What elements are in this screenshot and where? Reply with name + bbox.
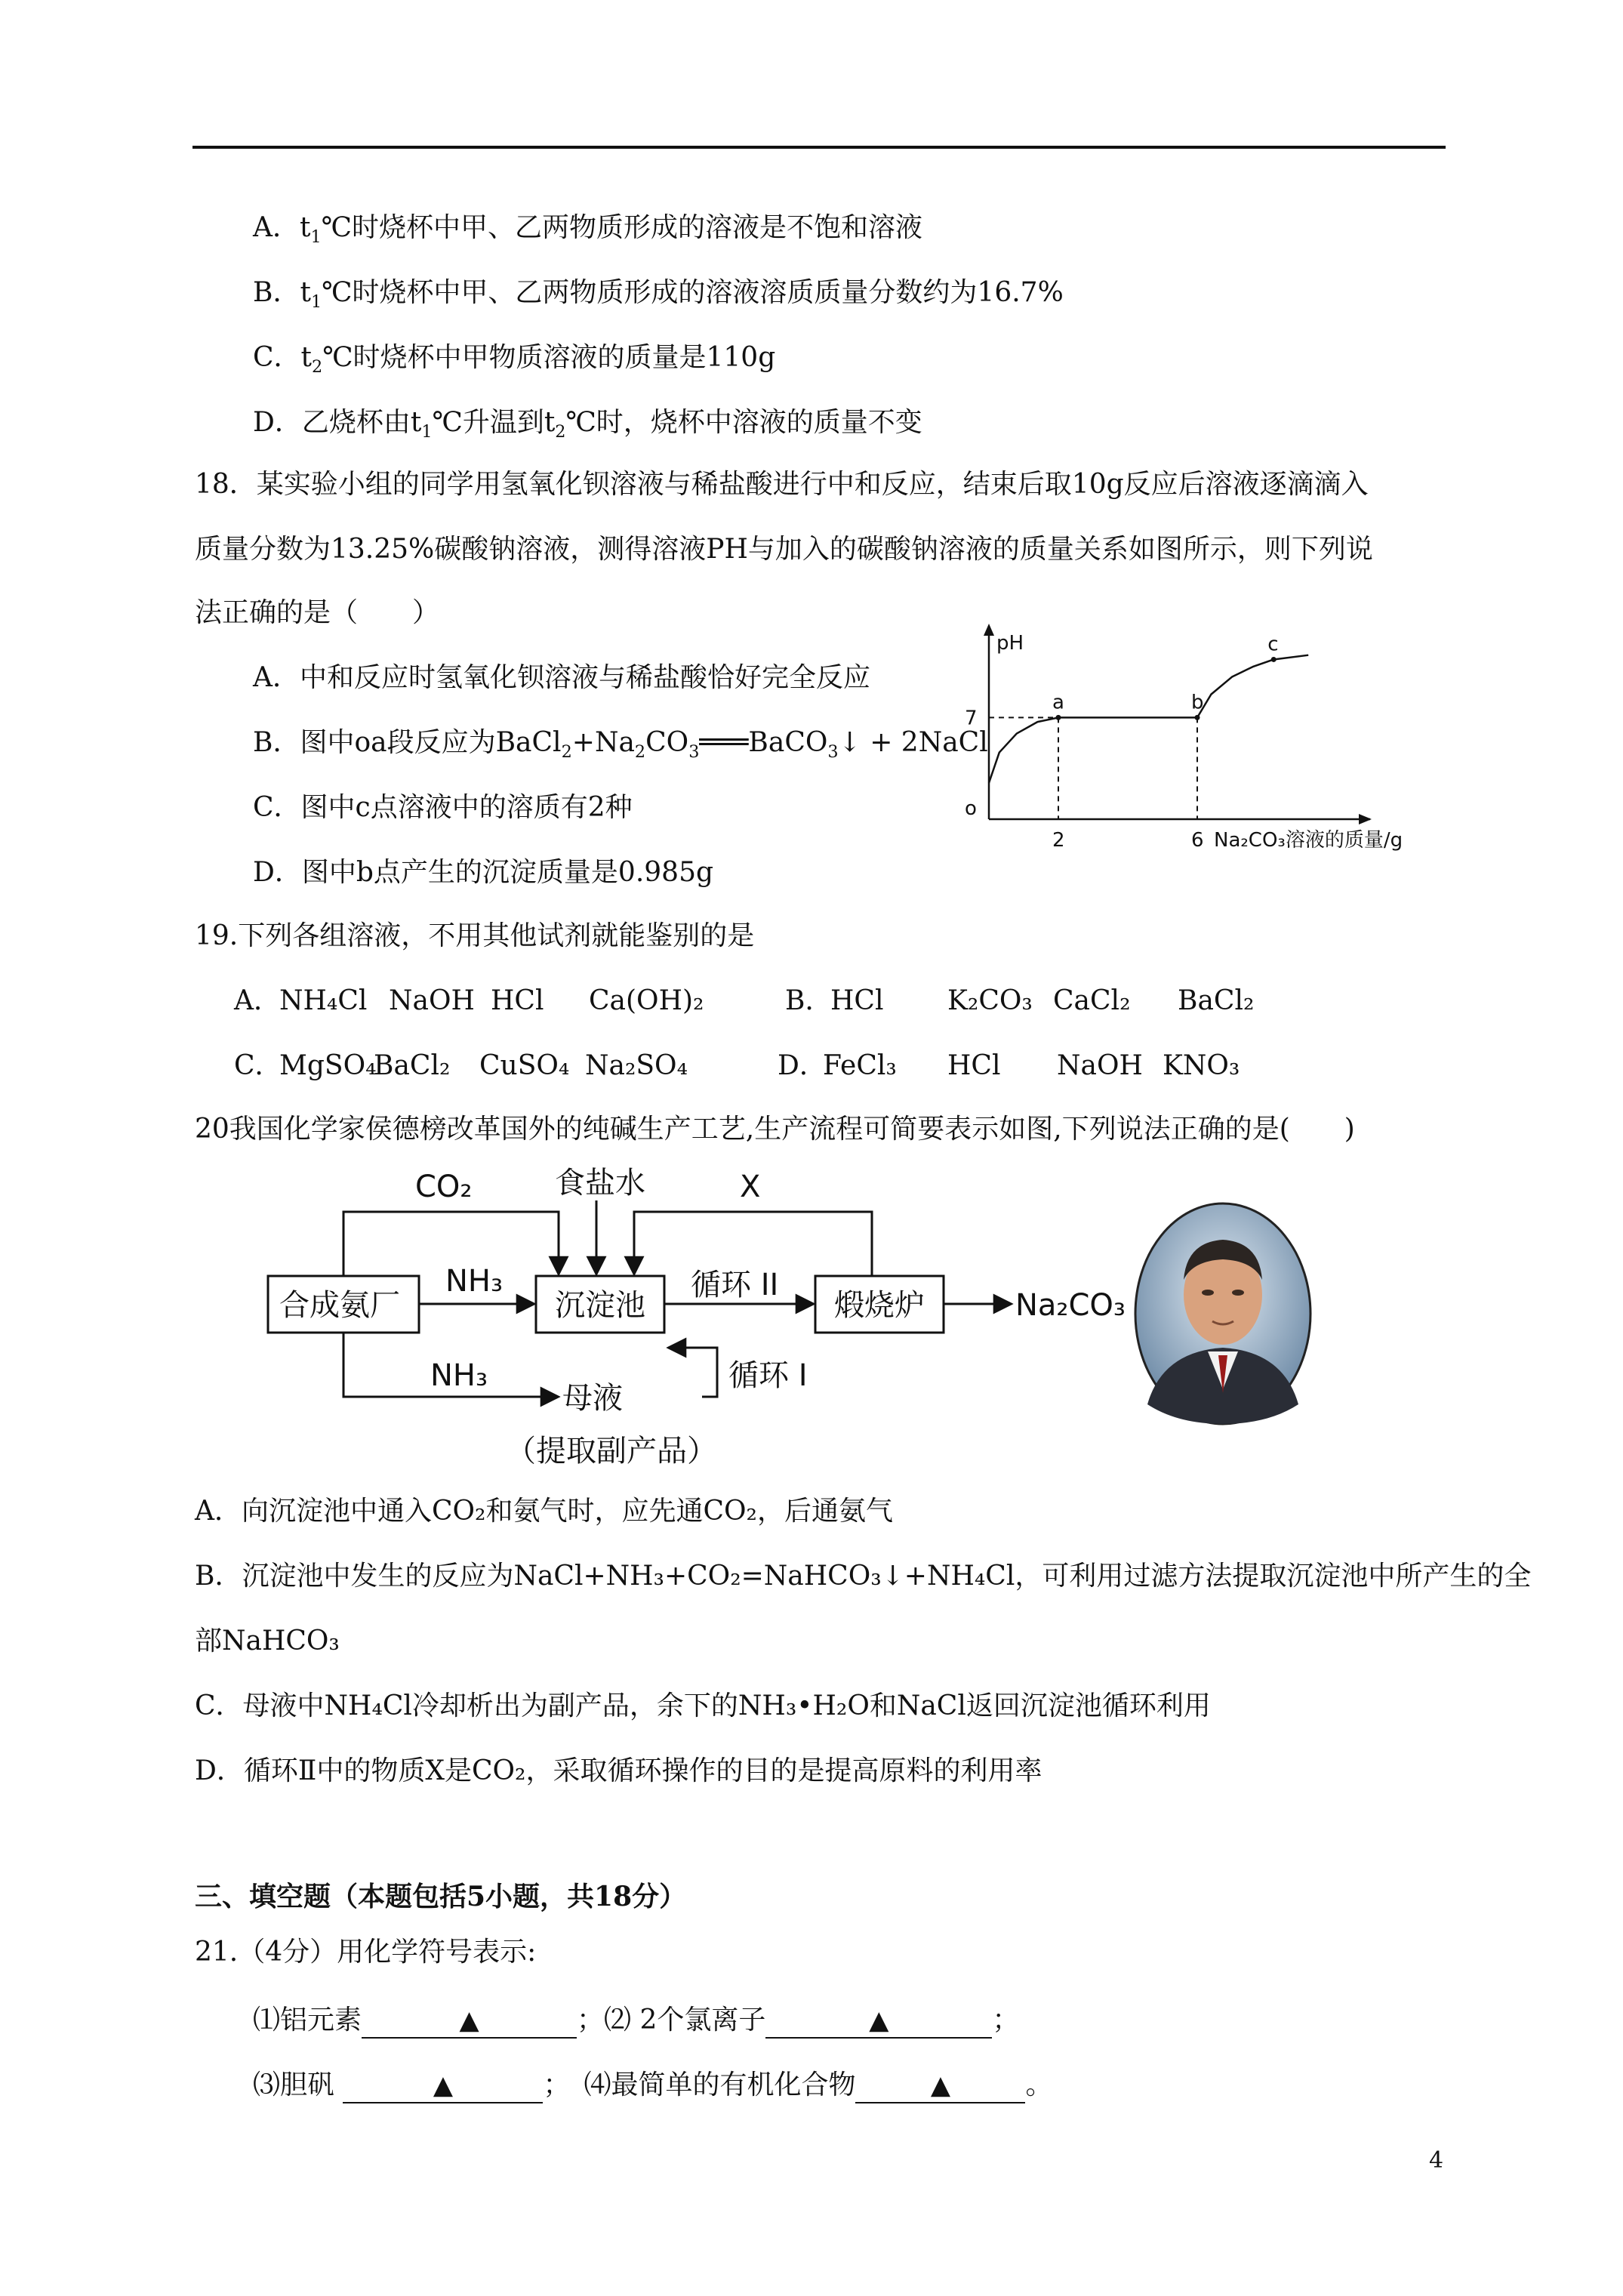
tank-label: 沉淀池 bbox=[555, 1288, 645, 1323]
ammonia-plant-label: 合成氨厂 bbox=[279, 1288, 400, 1323]
point-b-marker bbox=[1195, 715, 1200, 720]
q19-stem: 19.下列各组溶液，不用其他试剂就能鉴别的是 bbox=[195, 920, 755, 951]
q19-option-d-item: NaOH bbox=[1057, 1050, 1143, 1081]
x-axis-arrow bbox=[1359, 814, 1372, 824]
point-a-marker bbox=[1056, 715, 1061, 720]
q19-option-d-item: HCl bbox=[947, 1050, 1001, 1081]
x-tick-6: 6 bbox=[1191, 829, 1204, 852]
point-b-label: b bbox=[1191, 691, 1204, 714]
nh3-bottom-label: NH₃ bbox=[430, 1358, 488, 1393]
q19-option-a-label: A． bbox=[234, 985, 281, 1016]
q17-option-a: A．$t_1℃$时烧杯中甲、乙两物质形成的溶液是不饱和溶液 bbox=[253, 212, 922, 247]
byproduct-label: （提取副产品） bbox=[506, 1434, 717, 1469]
q19-option-b-item: K₂CO₃ bbox=[947, 985, 1033, 1016]
q19-option-c-item: MgSO₄ bbox=[279, 1050, 377, 1081]
x-recycle-arrow bbox=[634, 1212, 872, 1276]
q19-option-a-item: HCl bbox=[491, 985, 544, 1016]
nh3-top-label: NH₃ bbox=[445, 1264, 504, 1299]
q19-option-b-item: CaCl₂ bbox=[1053, 985, 1131, 1016]
q20-option-a: A．向沉淀池中通入CO₂和氨气时，应先通CO₂，后通氨气 bbox=[195, 1496, 893, 1527]
page-number: 4 bbox=[1429, 2147, 1444, 2174]
q19-option-b-item: BaCl₂ bbox=[1178, 985, 1255, 1016]
co2-label: CO₂ bbox=[415, 1170, 473, 1204]
q19-option-c-item: CuSO₄ bbox=[479, 1050, 570, 1081]
q18-stem-line2: 质量分数为13.25%碳酸钠溶液，测得溶液PH与加入的碳酸钠溶液的质量关系如图所示，则下列说 bbox=[195, 534, 1373, 565]
q20-option-c: C．母液中NH₄Cl冷却析出为副产品，余下的NH₃•H₂O和NaCl返回沉淀池循环利用 bbox=[195, 1690, 1211, 1721]
q19-option-d-label: D． bbox=[778, 1050, 827, 1081]
y-axis-arrow bbox=[984, 624, 994, 636]
mother-liquor-label: 母液 bbox=[562, 1381, 623, 1416]
point-c-label: c bbox=[1267, 633, 1279, 656]
q17-option-c: C．$t_2℃$时烧杯中甲物质溶液的质量是110g bbox=[253, 342, 776, 377]
header-rule bbox=[192, 146, 1446, 149]
q18-option-a: A．中和反应时氢氧化钡溶液与稀盐酸恰好完全反应 bbox=[253, 662, 870, 693]
cycle1-arrow bbox=[668, 1348, 717, 1397]
q20-option-b-line1: B．沉淀池中发生的反应为NaCl+NH₃+CO₂=NaHCO₃↓+NH₄Cl，可利用过滤方法提取沉淀池中所产生的全 bbox=[195, 1561, 1532, 1592]
y-axis-label: pH bbox=[996, 632, 1024, 655]
q19-option-c-label: C． bbox=[234, 1050, 282, 1081]
origin-label: o bbox=[965, 797, 977, 820]
point-a-label: a bbox=[1052, 691, 1064, 714]
ph-chart bbox=[951, 619, 1403, 868]
x-tick-2: 2 bbox=[1052, 829, 1065, 852]
answer-blank-1[interactable]: ▲ bbox=[362, 2004, 577, 2039]
q19-option-c-item: BaCl₂ bbox=[374, 1050, 451, 1081]
q20-option-b-line2: 部NaHCO₃ bbox=[195, 1626, 340, 1657]
brine-label: 食盐水 bbox=[555, 1166, 645, 1200]
answer-blank-3[interactable]: ▲ bbox=[343, 2069, 543, 2103]
section-3-title: 三、填空题（本题包括5小题，共18分） bbox=[195, 1881, 687, 1912]
q19-option-b-label: B． bbox=[785, 985, 833, 1016]
q17-option-d: D．乙烧杯由$t_1℃$升温到$t_2℃$时，烧杯中溶液的质量不变 bbox=[253, 407, 922, 442]
furnace-label: 煅烧炉 bbox=[834, 1288, 925, 1323]
cycle1-label: 循环 I bbox=[728, 1358, 808, 1393]
answer-blank-4[interactable]: ▲ bbox=[855, 2069, 1025, 2103]
q21-stem: 21.（4分）用化学符号表示: bbox=[195, 1937, 537, 1968]
q20-option-d: D．循环Ⅱ中的物质X是CO₂，采取循环操作的目的是提高原料的利用率 bbox=[195, 1755, 1042, 1786]
q21-row-2: ⑶胆矾 ▲ ； ⑷最简单的有机化合物 ▲ 。 bbox=[253, 2069, 1052, 2103]
q18-option-b: B．图中oa段反应为$BaCl_2+Na_2CO_3═══BaCO_3↓$ + 2NaCl bbox=[253, 727, 988, 762]
q18-option-d: D．图中b点产生的沉淀质量是0.985g bbox=[253, 857, 714, 888]
x-axis-label: Na₂CO₃溶液的质量/g bbox=[1214, 829, 1403, 852]
cycle2-label: 循环 II bbox=[691, 1268, 779, 1302]
q18-option-c: C．图中c点溶液中的溶质有2种 bbox=[253, 792, 633, 823]
q18-stem-line3: 法正确的是（ ） bbox=[195, 597, 440, 628]
y-tick-7: 7 bbox=[965, 707, 978, 730]
q19-option-d-item: FeCl₃ bbox=[823, 1050, 897, 1081]
point-c-marker bbox=[1271, 657, 1277, 662]
q20-stem: 20我国化学家侯德榜改革国外的纯碱生产工艺,生产流程可简要表示如图,下列说法正确的是( ) bbox=[195, 1114, 1355, 1145]
soda-process-diagram bbox=[257, 1159, 1132, 1476]
product-label: Na₂CO₃ bbox=[1015, 1288, 1126, 1323]
ph-curve-line bbox=[989, 655, 1308, 783]
q19-option-b-item: HCl bbox=[830, 985, 884, 1016]
q18-stem-line1: 18．某实验小组的同学用氢氧化钡溶液与稀盐酸进行中和反应，结束后取10g反应后溶液逐滴滴入 bbox=[195, 469, 1369, 500]
q19-option-c-item: Na₂SO₄ bbox=[585, 1050, 688, 1081]
q17-option-b: B．$t_1℃$时烧杯中甲、乙两物质形成的溶液溶质质量分数约为16.7% bbox=[253, 277, 1064, 312]
portrait-image bbox=[1132, 1200, 1313, 1427]
answer-blank-2[interactable]: ▲ bbox=[765, 2004, 992, 2039]
q19-option-d-item: KNO₃ bbox=[1163, 1050, 1240, 1081]
q21-row-1: ⑴铝元素 ▲ ；⑵ 2个氯离子 ▲ ； bbox=[253, 2004, 1019, 2039]
x-label: X bbox=[740, 1170, 761, 1204]
q19-option-a-item: NH₄Cl bbox=[279, 985, 368, 1016]
q19-option-a-item: NaOH bbox=[389, 985, 475, 1016]
q19-option-a-item: Ca(OH)₂ bbox=[589, 985, 704, 1016]
